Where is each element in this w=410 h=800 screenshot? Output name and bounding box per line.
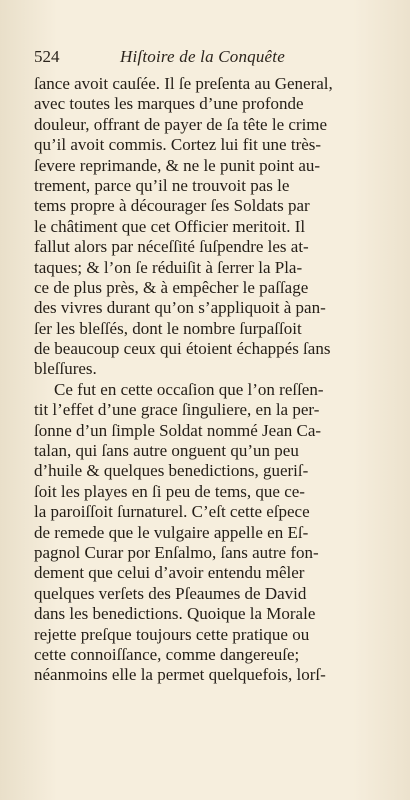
text-line: taques; & l’on ſe réduiſit à ſerrer la Pla-: [34, 257, 303, 277]
text-line: néanmoins elle la permet quelquefois, lorſ-: [34, 665, 326, 685]
text-line: fallut alors par néceſſité ſuſpendre les at-: [34, 237, 309, 257]
text-line: quelques verſets des Pſeaumes de David: [34, 583, 307, 603]
text-line: pagnol Curar por Enſalmo, ſans autre fon-: [34, 542, 319, 562]
body-text: [34, 74, 400, 686]
text-line: qu’il avoit commis. Cortez lui fit une très-: [34, 135, 322, 155]
page-header: [34, 47, 394, 71]
text-line: ſance avoit cauſée. Il ſe preſenta au General,: [34, 74, 333, 93]
text-line: ce de plus près, & à empêcher le paſſage: [34, 277, 309, 297]
running-title: Hiſtoire de la Conquête: [120, 47, 285, 66]
text-line: bleſſures.: [34, 359, 97, 379]
page-number: 524: [34, 47, 60, 66]
text-line: tems propre à décourager ſes Soldats par: [34, 196, 310, 216]
text-line: des vivres durant qu’on s’appliquoit à pan-: [34, 298, 326, 318]
text-line: la paroiſſoit ſurnaturel. C’eſt cette eſpece: [34, 502, 310, 522]
text-line: d’huile & quelques benedictions, gueriſ-: [34, 461, 309, 481]
text-line: avec toutes les marques d’une profonde: [34, 94, 304, 114]
text-line: talan, qui ſans autre onguent qu’un peu: [34, 441, 299, 461]
text-line: dans les benedictions. Quoique la Morale: [34, 604, 316, 624]
text-line: tit l’effet d’une grace ſinguliere, en la per-: [34, 400, 320, 420]
text-line: cette connoiſſance, comme dangereuſe;: [34, 644, 300, 664]
text-line: le châtiment que cet Officier meritoit. Il: [34, 216, 306, 236]
text-line: ſonne d’un ſimple Soldat nommé Jean Ca-: [34, 420, 322, 440]
text-line: de remede que le vulgaire appelle en Eſ-: [34, 522, 309, 542]
paragraph-start-line: Ce fut en cette occaſion que l’on reſſen-: [54, 379, 324, 399]
text-line: trement, parce qu’il ne trouvoit pas le: [34, 175, 290, 195]
text-line: ſoit les playes en ſi peu de tems, que ce-: [34, 481, 305, 501]
text-line: de beaucoup ceux qui étoient échappés ſans: [34, 339, 331, 359]
text-line: ſer les bleſſés, dont le nombre ſurpaſſoit: [34, 318, 302, 338]
text-line: dement que celui d’avoir entendu mêler: [34, 563, 305, 583]
text-line: douleur, offrant de payer de ſa tête le crime: [34, 114, 328, 134]
text-line: ſevere reprimande, & ne le punit point au-: [34, 155, 321, 175]
text-line: rejette preſque toujours cette pratique ou: [34, 624, 310, 644]
